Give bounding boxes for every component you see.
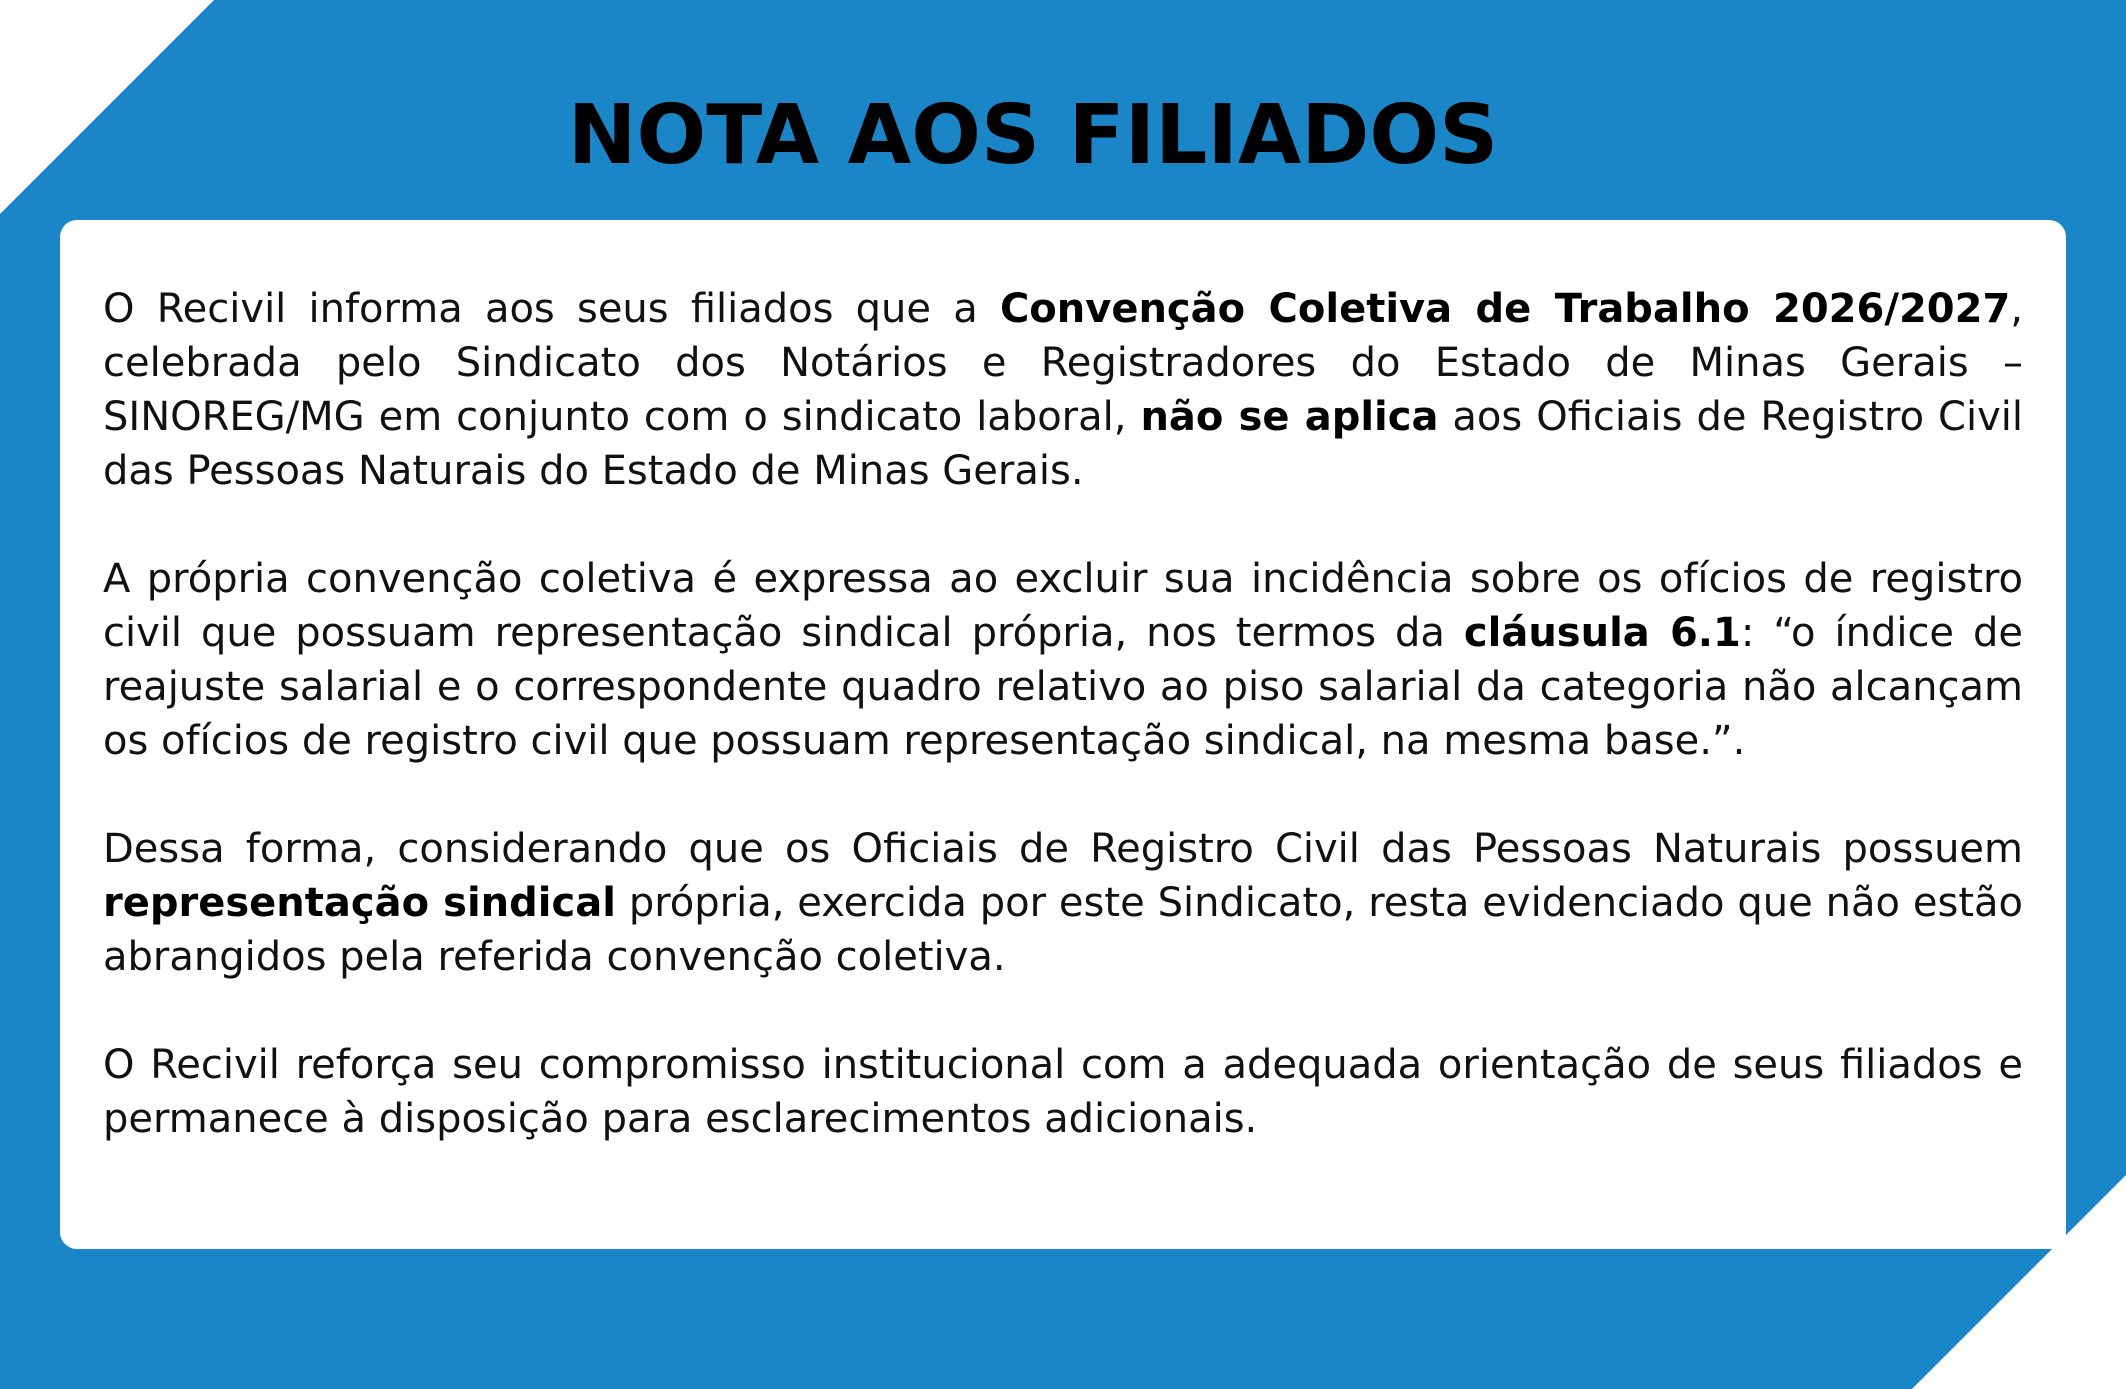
paragraph-1-bold-not-applicable: não se aplica [1140,394,1439,440]
paragraph-3-text-end: própria, exercida por este Sindicato, resta evidenciado que não estão abrangidos pela referida convenção coletiva. [103,880,2024,980]
paragraph-2-text: A própria convenção coletiva é expressa ao excluir sua incidência sobre os ofícios de registro civil que possuam representação sindical própria, nos termos da [103,556,2023,656]
paragraph-1-text-continued: , celebrada pelo Sindicato dos Notários e Registradores do Estado de Minas Gerais – SINOREG/MG em conjunto com o sindicato laboral, [103,286,2023,440]
paragraph-2-bold-clause: cláusula 6.1 [1463,610,1741,656]
notice-paragraph-2 [103,552,2023,768]
paragraph-1-bold-convention: Convenção Coletiva de Trabalho 2026/2027 [999,286,2011,332]
paragraph-2-quote: : “o índice de reajuste salarial e o correspondente quadro relativo ao piso salarial da categoria não alcançam os ofícios de registro civil que possuam representação sindical, na mesma base.”. [103,610,2023,764]
page-title: NOTA AOS FILIADOS [567,88,1499,183]
paragraph-3-text: Dessa forma, considerando que os Oficiais de Registro Civil das Pessoas Naturais possuem [103,826,2023,872]
paragraph-1-text-end: aos Oficiais de Registro Civil das Pessoas Naturais do Estado de Minas Gerais. [103,394,2023,494]
notice-paragraph-1 [103,282,2023,498]
paragraph-3-bold-representation: representação sindical [103,880,616,926]
notice-card [60,220,2066,1249]
notice-paragraph-3 [103,822,2023,984]
paragraph-1-text: O Recivil informa aos seus filiados que a [103,286,1000,332]
notice-paragraph-4 [103,1038,2023,1146]
paragraph-4-text: O Recivil reforça seu compromisso institucional com a adequada orientação de seus filiados e permanece à disposição para esclarecimentos adicionais. [103,1042,2023,1142]
